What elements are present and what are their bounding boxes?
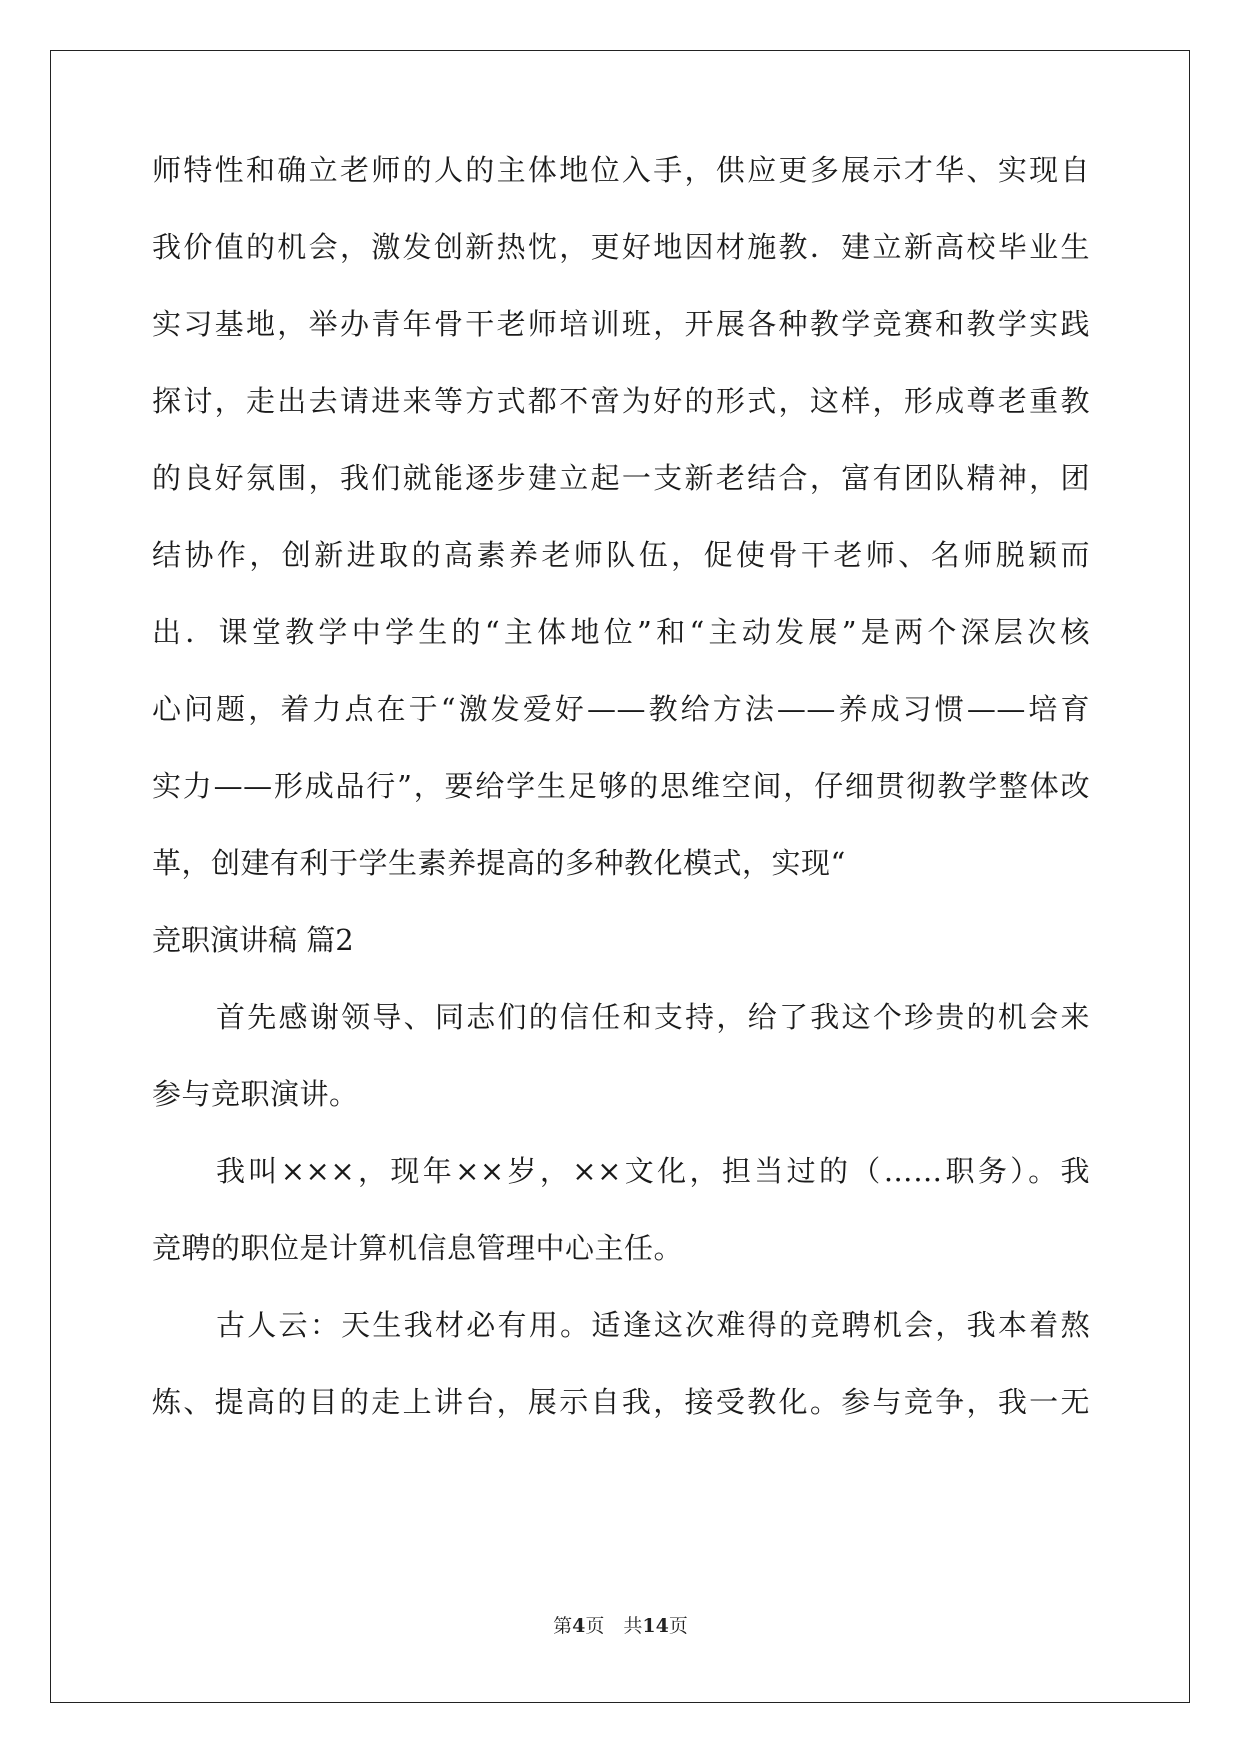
text-line: 首先感谢领导、同志们的信任和支持，给了我这个珍贵的机会来 xyxy=(216,1000,1090,1034)
text-line: 实习基地，举办青年骨干老师培训班，开展各种教学竞赛和教学实践 xyxy=(152,307,1090,341)
text-line: 实力——形成品行”，要给学生足够的思维空间，仔细贯彻教学整体改 xyxy=(152,769,1090,803)
section-heading: 竞职演讲稿 篇2 xyxy=(152,923,354,957)
footer-total-prefix: 共 xyxy=(623,1615,643,1637)
document-body xyxy=(152,150,1090,1459)
text-line: 参与竞职演讲。 xyxy=(152,1077,359,1111)
text-line: 师特性和确立老师的人的主体地位入手，供应更多展示才华、实现自 xyxy=(152,153,1090,187)
total-pages-number: 14 xyxy=(642,1615,669,1637)
text-line: 我价值的机会，激发创新热忱，更好地因材施教．建立新高校毕业生 xyxy=(152,230,1090,264)
text-line: 心问题，着力点在于“激发爱好——教给方法——养成习惯——培育 xyxy=(152,692,1090,726)
text-line: 炼、提高的目的走上讲台，展示自我，接受教化。参与竞争，我一无 xyxy=(152,1385,1090,1419)
text-line: 出．课堂教学中学生的“主体地位”和“主动发展”是两个深层次核 xyxy=(152,615,1090,649)
text-line: 竞聘的职位是计算机信息管理中心主任。 xyxy=(152,1231,684,1265)
footer-page-word: 页 xyxy=(585,1615,605,1637)
text-line: 我叫×××，现年××岁，××文化，担当过的（……职务）。我 xyxy=(216,1154,1090,1188)
text-line: 探讨，走出去请进来等方式都不啻为好的形式，这样，形成尊老重教 xyxy=(152,384,1090,418)
footer-total-suffix: 页 xyxy=(668,1615,688,1637)
text-line: 古人云：天生我材必有用。适逢这次难得的竞聘机会，我本着熬 xyxy=(216,1308,1090,1342)
text-line: 的良好氛围，我们就能逐步建立起一支新老结合，富有团队精神，团 xyxy=(152,461,1090,495)
footer-prefix: 第 xyxy=(553,1615,573,1637)
text-line: 结协作，创新进取的高素养老师队伍，促使骨干老师、名师脱颖而 xyxy=(152,538,1090,572)
current-page-number: 4 xyxy=(572,1615,586,1637)
text-line: 革，创建有利于学生素养提高的多种教化模式，实现“ xyxy=(152,846,846,880)
page-footer xyxy=(0,1611,1241,1638)
